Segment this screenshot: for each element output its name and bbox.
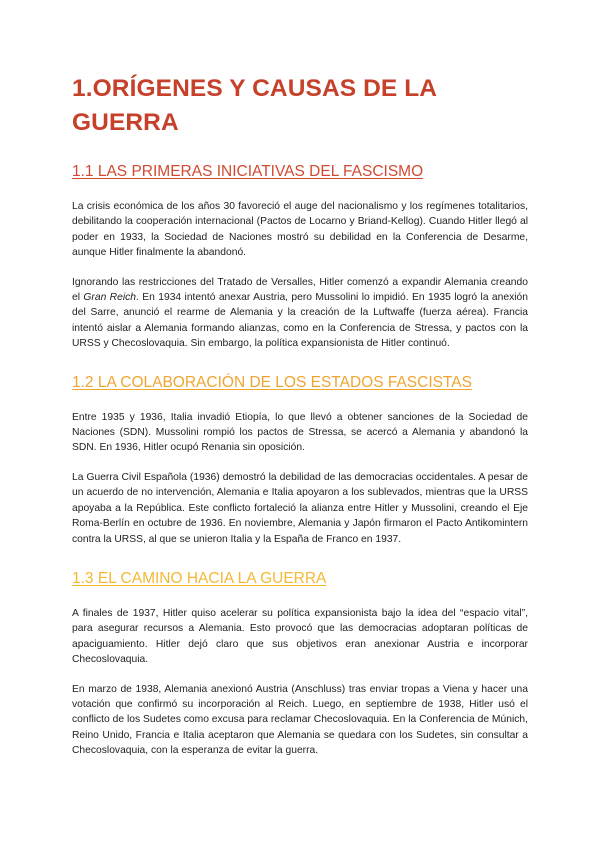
paragraph-1-3-b: En marzo de 1938, Alemania anexionó Austria (Anschluss) tras enviar tropas a Viena y hacer una votación que confirmó su incorporación al Reich. Luego, en septiembre de 1938, Hitler usó el conflicto de los Sudetes como excusa para reclamar Checoslovaquia. En la Conferencia de Múnich, Reino Unido, Francia e Italia aceptaron que Alemania se quedara con los Sudetes, sin consultar a Checoslovaquia, con la esperanza de evitar la guerra. [72,683,528,757]
section-heading-1-1: 1.1 LAS PRIMERAS INICIATIVAS DEL FASCISMO [72,163,424,180]
paragraph-1-2-b: La Guerra Civil Española (1936) demostró la debilidad de las democracias occidentales. A pesar de un acuerdo de no intervención, Alemania e Italia apoyaron a los sublevados, mientras que la URSS apoyaba a la República. Este conflicto fortaleció la alianza entre Hitler y Mussolini, creando el Eje Roma-Berlín en octubre de 1936. En noviembre, Alemania y Japón firmaron el Pacto Antikomintern contra la URSS, al que se unieron Italia y la España de Franco en 1937. [72,471,528,545]
paragraph-1-1-b [72,275,528,352]
page-title: 1.ORÍGENES Y CAUSAS DE LA GUERRA [72,75,437,136]
document-page [72,72,528,759]
paragraph-1-1-a: La crisis económica de los años 30 favoreció el auge del nacionalismo y los regímenes totalitarios, debilitando la cooperación internacional (Pactos de Locarno y Briand-Kellog). Cuando Hitler llegó al poder en 1933, la Sociedad de Naciones mostró su debilidad en la Conferencia de Desarme, aunque Hitler finalmente la abandonó. [72,201,528,259]
section-heading-1-2: 1.2 LA COLABORACIÓN DE LOS ESTADOS FASCISTAS [72,373,472,391]
emphasis-gran-reich: Gran Reich [83,292,137,304]
section-heading-1-3: 1.3 EL CAMINO HACIA LA GUERRA [72,569,327,587]
paragraph-text: . En 1934 intentó anexar Austria, pero Mussolini lo impidió. En 1935 logró la anexión del Sarre, anunció el rearme de Alemania y la creación de la Luftwaffe (fuerza aérea). Francia intentó aislar a Alemania formando alianzas, como en la Conferencia de Stressa, y pactos con la URSS y Checoslovaquia. Sin embargo, la política expansionista de Hitler continuó. [72,292,528,350]
paragraph-1-3-a: A finales de 1937, Hitler quiso acelerar su política expansionista bajo la idea del “espacio vital”, para asegurar recursos a Alemania. Esto provocó que las democracias adoptaran políticas de apaciguamiento. Hitler dejó claro que sus objetivos eran anexionar Austria e incorporar Checoslovaquia. [72,607,528,666]
paragraph-text: Ignorando las restricciones del Tratado de Versalles, Hitler comenzó a expandir Alemania creando el [72,276,528,304]
paragraph-1-2-a: Entre 1935 y 1936, Italia invadió Etiopía, lo que llevó a obtener sanciones de la Sociedad de Naciones (SDN). Mussolini rompió los pactos de Stressa, se acercó a Alemania y abandonó la SDN. En 1936, Hitler ocupó Renania sin oposición. [72,411,528,454]
